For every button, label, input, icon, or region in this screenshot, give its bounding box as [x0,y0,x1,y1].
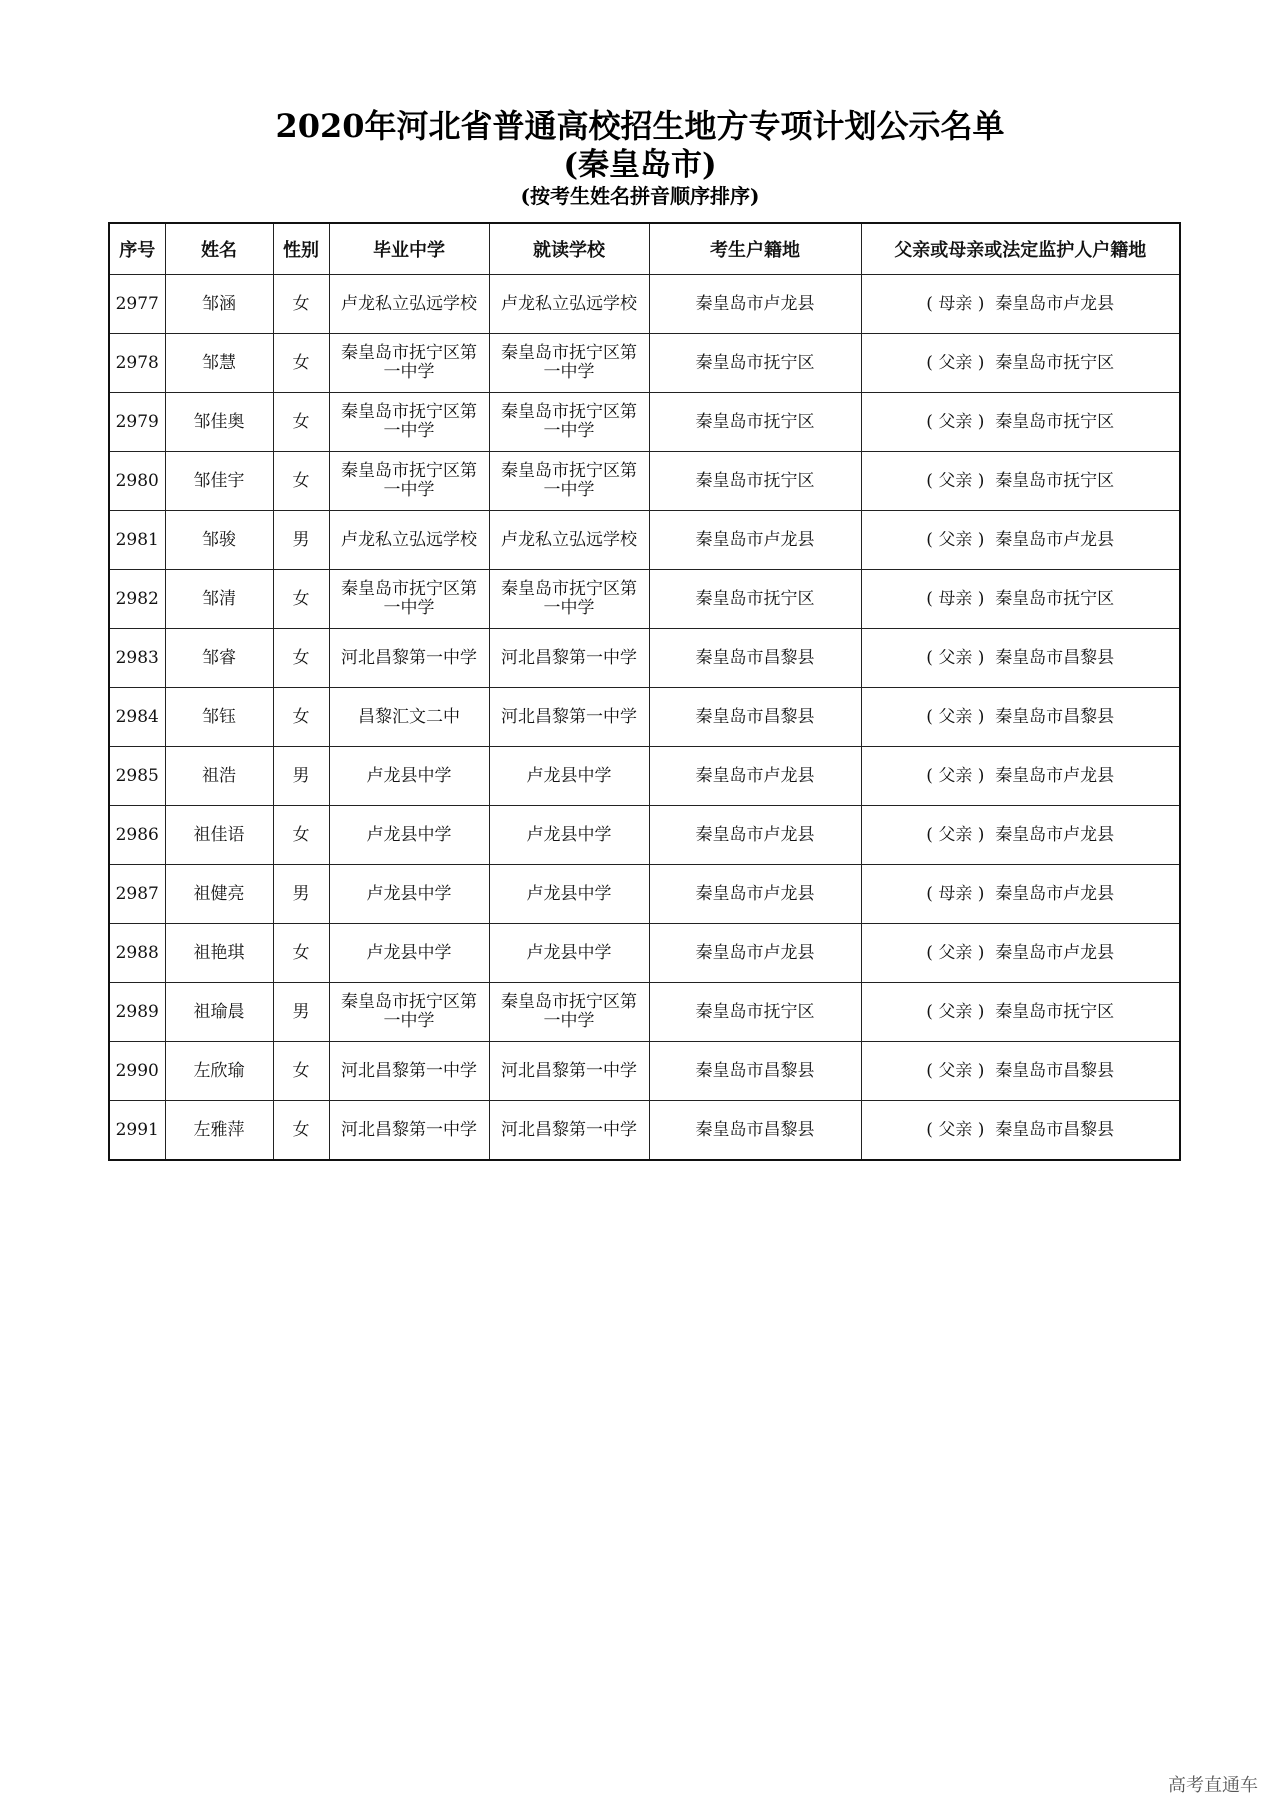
cell-hukou: 秦皇岛市昌黎县 [649,688,861,747]
paren-open: ( [926,588,939,609]
guardian-relation: 父亲 [938,647,973,668]
paren-close: ) [972,706,996,727]
paren-open: ( [926,883,939,904]
cell-name: 邹清 [165,570,273,629]
cell-guardian [861,747,1180,806]
cell-name: 祖浩 [165,747,273,806]
cell-guardian [861,865,1180,924]
guardian-hukou: 秦皇岛市抚宁区 [995,588,1115,609]
table-body [109,275,1180,1161]
paren-open: ( [926,942,939,963]
cell-guardian [861,275,1180,334]
table-row [109,570,1180,629]
guardian-relation: 父亲 [938,824,973,845]
paren-close: ) [972,765,996,786]
cell-no: 2980 [109,452,165,511]
cell-hukou: 秦皇岛市卢龙县 [649,511,861,570]
guardian-relation: 父亲 [938,1001,973,1022]
guardian-relation: 父亲 [938,470,973,491]
cell-current-school: 河北昌黎第一中学 [489,1101,649,1161]
cell-current-school: 秦皇岛市抚宁区第一中学 [489,334,649,393]
guardian-hukou: 秦皇岛市抚宁区 [995,470,1115,491]
guardian-hukou: 秦皇岛市抚宁区 [995,352,1115,373]
guardian-relation: 父亲 [938,529,973,550]
cell-current-school: 卢龙县中学 [489,924,649,983]
cell-grad-school: 秦皇岛市抚宁区第一中学 [329,393,489,452]
cell-no: 2984 [109,688,165,747]
cell-current-school: 秦皇岛市抚宁区第一中学 [489,393,649,452]
cell-name: 祖健亮 [165,865,273,924]
paren-close: ) [972,529,996,550]
cell-grad-school: 卢龙县中学 [329,806,489,865]
paren-open: ( [926,1060,939,1081]
cell-gender: 女 [273,334,329,393]
cell-grad-school: 河北昌黎第一中学 [329,1101,489,1161]
cell-guardian [861,334,1180,393]
cell-current-school: 河北昌黎第一中学 [489,1042,649,1101]
sort-note: (按考生姓名拼音顺序排序) [520,184,760,208]
header-gender: 性别 [273,223,329,275]
cell-gender: 女 [273,452,329,511]
cell-current-school: 河北昌黎第一中学 [489,688,649,747]
page-subtitle: (秦皇岛市) [563,147,717,183]
table-row [109,1101,1180,1161]
cell-guardian [861,511,1180,570]
guardian-relation: 父亲 [938,352,973,373]
guardian-relation: 父亲 [938,942,973,963]
cell-no: 2991 [109,1101,165,1161]
cell-guardian [861,924,1180,983]
paren-close: ) [972,293,996,314]
cell-no: 2987 [109,865,165,924]
table-row [109,334,1180,393]
cell-gender: 女 [273,1101,329,1161]
cell-current-school: 秦皇岛市抚宁区第一中学 [489,452,649,511]
cell-name: 邹慧 [165,334,273,393]
cell-no: 2986 [109,806,165,865]
paren-close: ) [972,942,996,963]
cell-gender: 女 [273,570,329,629]
header-name: 姓名 [165,223,273,275]
cell-guardian [861,452,1180,511]
paren-close: ) [972,1001,996,1022]
header-no: 序号 [109,223,165,275]
cell-grad-school: 卢龙县中学 [329,747,489,806]
cell-hukou: 秦皇岛市抚宁区 [649,983,861,1042]
paren-open: ( [926,706,939,727]
cell-gender: 女 [273,924,329,983]
cell-no: 2981 [109,511,165,570]
paren-open: ( [926,411,939,432]
header-hukou: 考生户籍地 [649,223,861,275]
cell-gender: 女 [273,688,329,747]
header-guardian-hukou: 父亲或母亲或法定监护人户籍地 [861,223,1180,275]
roster-table [108,222,1181,1161]
cell-hukou: 秦皇岛市卢龙县 [649,747,861,806]
cell-guardian [861,688,1180,747]
guardian-hukou: 秦皇岛市卢龙县 [995,942,1115,963]
cell-hukou: 秦皇岛市抚宁区 [649,452,861,511]
cell-grad-school: 秦皇岛市抚宁区第一中学 [329,570,489,629]
cell-no: 2990 [109,1042,165,1101]
cell-gender: 男 [273,983,329,1042]
cell-no: 2988 [109,924,165,983]
guardian-hukou: 秦皇岛市卢龙县 [995,883,1115,904]
cell-hukou: 秦皇岛市卢龙县 [649,865,861,924]
cell-gender: 女 [273,806,329,865]
cell-name: 祖佳语 [165,806,273,865]
guardian-hukou: 秦皇岛市抚宁区 [995,411,1115,432]
paren-open: ( [926,765,939,786]
guardian-hukou: 秦皇岛市昌黎县 [995,1060,1115,1081]
cell-grad-school: 卢龙私立弘远学校 [329,511,489,570]
cell-name: 邹佳宇 [165,452,273,511]
cell-hukou: 秦皇岛市抚宁区 [649,334,861,393]
cell-name: 左雅萍 [165,1101,273,1161]
paren-close: ) [972,588,996,609]
cell-grad-school: 卢龙县中学 [329,865,489,924]
header-current-school: 就读学校 [489,223,649,275]
guardian-relation: 母亲 [938,293,973,314]
cell-name: 邹骏 [165,511,273,570]
guardian-hukou: 秦皇岛市卢龙县 [995,824,1115,845]
cell-grad-school: 秦皇岛市抚宁区第一中学 [329,983,489,1042]
guardian-hukou: 秦皇岛市卢龙县 [995,293,1115,314]
table-row [109,452,1180,511]
table-row [109,865,1180,924]
table-row [109,393,1180,452]
paren-open: ( [926,647,939,668]
paren-close: ) [972,411,996,432]
cell-no: 2985 [109,747,165,806]
cell-hukou: 秦皇岛市昌黎县 [649,629,861,688]
paren-open: ( [926,1001,939,1022]
cell-name: 祖艳琪 [165,924,273,983]
paren-open: ( [926,824,939,845]
guardian-relation: 父亲 [938,706,973,727]
cell-hukou: 秦皇岛市卢龙县 [649,924,861,983]
cell-name: 邹钰 [165,688,273,747]
guardian-relation: 父亲 [938,1119,973,1140]
cell-no: 2979 [109,393,165,452]
table-row [109,1042,1180,1101]
cell-gender: 男 [273,747,329,806]
cell-grad-school: 河北昌黎第一中学 [329,629,489,688]
cell-current-school: 河北昌黎第一中学 [489,629,649,688]
cell-guardian [861,393,1180,452]
cell-grad-school: 秦皇岛市抚宁区第一中学 [329,452,489,511]
guardian-hukou: 秦皇岛市昌黎县 [995,706,1115,727]
cell-guardian [861,570,1180,629]
paren-close: ) [972,824,996,845]
table-row [109,983,1180,1042]
guardian-relation: 父亲 [938,1060,973,1081]
cell-no: 2982 [109,570,165,629]
cell-current-school: 卢龙县中学 [489,865,649,924]
guardian-relation: 母亲 [938,588,973,609]
paren-open: ( [926,1119,939,1140]
paren-open: ( [926,352,939,373]
cell-current-school: 秦皇岛市抚宁区第一中学 [489,983,649,1042]
cell-no: 2989 [109,983,165,1042]
watermark: 高考直通车 [1168,1775,1258,1796]
cell-name: 祖瑜晨 [165,983,273,1042]
cell-name: 左欣瑜 [165,1042,273,1101]
cell-gender: 女 [273,629,329,688]
guardian-hukou: 秦皇岛市卢龙县 [995,765,1115,786]
cell-guardian [861,1042,1180,1101]
guardian-relation: 父亲 [938,411,973,432]
paren-close: ) [972,1060,996,1081]
table-row [109,511,1180,570]
cell-name: 邹睿 [165,629,273,688]
cell-guardian [861,983,1180,1042]
cell-hukou: 秦皇岛市抚宁区 [649,393,861,452]
guardian-hukou: 秦皇岛市卢龙县 [995,529,1115,550]
cell-hukou: 秦皇岛市昌黎县 [649,1042,861,1101]
cell-gender: 女 [273,393,329,452]
paren-open: ( [926,293,939,314]
cell-grad-school: 卢龙县中学 [329,924,489,983]
table-row [109,747,1180,806]
cell-hukou: 秦皇岛市抚宁区 [649,570,861,629]
paren-close: ) [972,352,996,373]
cell-gender: 女 [273,1042,329,1101]
cell-grad-school: 秦皇岛市抚宁区第一中学 [329,334,489,393]
table-row [109,275,1180,334]
cell-no: 2978 [109,334,165,393]
cell-hukou: 秦皇岛市卢龙县 [649,806,861,865]
cell-name: 邹涵 [165,275,273,334]
cell-gender: 女 [273,275,329,334]
cell-current-school: 秦皇岛市抚宁区第一中学 [489,570,649,629]
cell-no: 2983 [109,629,165,688]
cell-guardian [861,1101,1180,1161]
guardian-relation: 父亲 [938,765,973,786]
table-row [109,688,1180,747]
page-title: 2020年河北省普通高校招生地方专项计划公示名单 [275,107,1005,145]
paren-close: ) [972,647,996,668]
cell-grad-school: 昌黎汇文二中 [329,688,489,747]
cell-grad-school: 河北昌黎第一中学 [329,1042,489,1101]
table-row [109,924,1180,983]
paren-close: ) [972,1119,996,1140]
cell-hukou: 秦皇岛市卢龙县 [649,275,861,334]
paren-open: ( [926,470,939,491]
guardian-hukou: 秦皇岛市昌黎县 [995,1119,1115,1140]
paren-close: ) [972,470,996,491]
cell-guardian [861,806,1180,865]
cell-name: 邹佳奥 [165,393,273,452]
guardian-hukou: 秦皇岛市抚宁区 [995,1001,1115,1022]
cell-guardian [861,629,1180,688]
paren-close: ) [972,883,996,904]
cell-gender: 男 [273,511,329,570]
cell-hukou: 秦皇岛市昌黎县 [649,1101,861,1161]
cell-no: 2977 [109,275,165,334]
header-grad-school: 毕业中学 [329,223,489,275]
guardian-hukou: 秦皇岛市昌黎县 [995,647,1115,668]
cell-current-school: 卢龙私立弘远学校 [489,511,649,570]
table-row [109,629,1180,688]
cell-current-school: 卢龙私立弘远学校 [489,275,649,334]
cell-grad-school: 卢龙私立弘远学校 [329,275,489,334]
cell-current-school: 卢龙县中学 [489,806,649,865]
table-header-row [109,223,1180,275]
cell-current-school: 卢龙县中学 [489,747,649,806]
paren-open: ( [926,529,939,550]
table-row [109,806,1180,865]
guardian-relation: 母亲 [938,883,973,904]
cell-gender: 男 [273,865,329,924]
